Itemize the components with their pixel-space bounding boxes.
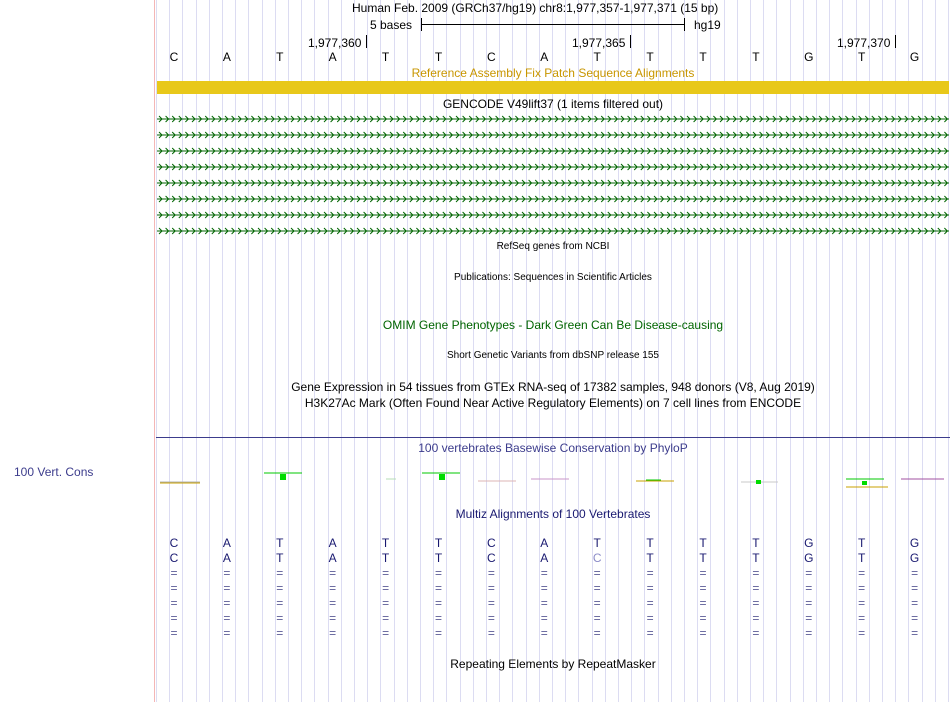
alignment-base: =: [223, 611, 231, 625]
alignment-base: =: [911, 581, 919, 595]
alignment-base: A: [540, 536, 549, 550]
alignment-base: =: [911, 566, 919, 580]
alignment-base: =: [805, 626, 813, 640]
alignment-base: =: [276, 596, 284, 610]
reference-base: T: [593, 50, 601, 64]
conservation-mark: [756, 480, 761, 484]
alignment-base: A: [222, 551, 231, 565]
dbsnp-title[interactable]: Short Genetic Variants from dbSNP release 155: [447, 350, 659, 361]
alignment-base: T: [381, 551, 390, 565]
panel-divider[interactable]: [154, 0, 155, 702]
alignment-base: =: [593, 626, 601, 640]
publications-title[interactable]: Publications: Sequences in Scientific Articles: [454, 272, 652, 283]
alignment-base: =: [487, 596, 495, 610]
alignment-base: T: [276, 536, 284, 550]
alignment-base: =: [223, 626, 231, 640]
refseq-title[interactable]: RefSeq genes from NCBI: [496, 241, 610, 252]
conservation-label[interactable]: 100 Vert. Cons: [14, 465, 94, 479]
alignment-base: =: [699, 596, 707, 610]
multiz-title[interactable]: Multiz Alignments of 100 Vertebrates: [455, 507, 651, 521]
alignment-base: =: [487, 581, 495, 595]
reference-base: T: [646, 50, 654, 64]
alignment-base: =: [434, 626, 442, 640]
alignment-base: =: [911, 596, 919, 610]
alignment-base: A: [328, 551, 337, 565]
alignment-base: =: [434, 596, 442, 610]
position-tick-1: [366, 35, 367, 48]
alignment-base: =: [540, 611, 548, 625]
conservation-mark: [439, 474, 445, 480]
alignment-base: =: [593, 611, 601, 625]
alignment-base: =: [699, 611, 707, 625]
alignment-base: T: [434, 551, 443, 565]
alignment-base: =: [911, 626, 919, 640]
reference-base: A: [222, 50, 231, 64]
alignment-base: =: [170, 611, 178, 625]
reference-base: G: [804, 50, 814, 64]
reference-base: G: [909, 50, 920, 64]
alignment-base: =: [487, 626, 495, 640]
alignment-base: G: [909, 536, 920, 550]
alignment-base: =: [593, 596, 601, 610]
alignment-base: =: [170, 626, 178, 640]
reference-base: A: [540, 50, 549, 64]
position-tick-label-3: 1,977,370: [837, 36, 891, 50]
position-tick-2: [630, 35, 631, 48]
conservation-title[interactable]: 100 vertebrates Basewise Conservation by PhyloP: [418, 441, 688, 455]
alignment-base: =: [382, 581, 390, 595]
alignment-base: =: [276, 626, 284, 640]
gtex-title[interactable]: Gene Expression in 54 tissues from GTEx RNA-seq of 17382 samples, 948 donors (V8, Aug 2019): [291, 380, 815, 394]
alignment-base: =: [382, 611, 390, 625]
alignment-base: T: [752, 536, 760, 550]
alignment-base: =: [223, 596, 231, 610]
alignment-base: =: [329, 581, 337, 595]
scale-bar-right-end: [684, 18, 685, 31]
fix-patch-alignment-bar[interactable]: [157, 81, 949, 94]
gencode-gene-bar[interactable]: [157, 226, 949, 236]
repeatmasker-title[interactable]: Repeating Elements by RepeatMasker: [450, 657, 656, 671]
alignment-base: T: [699, 551, 707, 565]
alignment-base: =: [752, 596, 760, 610]
alignment-base: A: [540, 551, 549, 565]
conservation-top-line: [156, 437, 950, 438]
reference-base: A: [328, 50, 337, 64]
alignment-base: =: [858, 626, 866, 640]
gencode-gene-bar[interactable]: [157, 194, 949, 204]
window-position-value: Human Feb. 2009 (GRCh37/hg19) chr8:1,977,357-1,977,371 (15 bp): [352, 1, 719, 15]
gencode-gene-bar[interactable]: [157, 178, 949, 188]
alignment-base: =: [329, 626, 337, 640]
track-label-panel: [0, 0, 155, 702]
alignment-base: =: [540, 626, 548, 640]
alignment-base: T: [752, 551, 760, 565]
omim-title[interactable]: OMIM Gene Phenotypes - Dark Green Can Be Disease-causing: [382, 318, 724, 332]
scale-assembly: hg19: [694, 18, 721, 32]
alignment-base: G: [804, 536, 814, 550]
reference-base: T: [752, 50, 760, 64]
reference-base: T: [381, 50, 390, 64]
alignment-base: =: [805, 596, 813, 610]
alignment-base: T: [699, 536, 707, 550]
alignment-base: =: [223, 581, 231, 595]
scale-value: 5 bases: [370, 18, 413, 32]
gencode-gene-bar[interactable]: [157, 130, 949, 140]
position-tick-3: [895, 35, 896, 48]
alignment-base: =: [170, 566, 178, 580]
alignment-base: =: [276, 581, 284, 595]
alignment-base: C: [487, 551, 496, 565]
alignment-base: =: [911, 611, 919, 625]
alignment-base: =: [382, 596, 390, 610]
alignment-base: =: [805, 611, 813, 625]
alignment-base: =: [593, 581, 601, 595]
alignment-base: =: [752, 566, 760, 580]
alignment-base: =: [593, 566, 601, 580]
alignment-base: T: [381, 536, 390, 550]
alignment-base: A: [328, 536, 337, 550]
alignment-base: =: [752, 581, 760, 595]
gencode-title[interactable]: GENCODE V49lift37 (1 items filtered out): [442, 97, 664, 111]
alignment-base: =: [434, 611, 442, 625]
alignment-base: =: [540, 581, 548, 595]
reference-base: T: [276, 50, 284, 64]
alignment-base: =: [858, 566, 866, 580]
alignment-base: =: [434, 566, 442, 580]
reference-base: T: [858, 50, 866, 64]
reference-base: C: [487, 50, 496, 64]
reference-base: T: [699, 50, 707, 64]
alignment-base: =: [858, 581, 866, 595]
alignment-base: T: [858, 551, 866, 565]
alignment-base: =: [434, 581, 442, 595]
alignment-base: T: [858, 536, 866, 550]
alignment-base: =: [329, 611, 337, 625]
alignment-base: C: [592, 551, 602, 565]
alignment-base: C: [169, 551, 179, 565]
alignment-base: =: [382, 566, 390, 580]
alignment-base: =: [646, 566, 654, 580]
alignment-base: G: [909, 551, 920, 565]
gencode-gene-bar[interactable]: [157, 114, 949, 124]
alignment-base: =: [329, 566, 337, 580]
alignment-base: =: [646, 626, 654, 640]
h3k27ac-title[interactable]: H3K27Ac Mark (Often Found Near Active Regulatory Elements) on 7 cell lines from ENCODE: [304, 396, 802, 410]
reference-base: C: [169, 50, 179, 64]
alignment-base: =: [276, 611, 284, 625]
alignment-base: =: [805, 581, 813, 595]
alignment-base: =: [646, 596, 654, 610]
alignment-base: =: [646, 611, 654, 625]
alignment-base: =: [487, 566, 495, 580]
conservation-mark: [280, 474, 286, 480]
conservation-plot[interactable]: [156, 455, 950, 505]
fix-patch-title[interactable]: Reference Assembly Fix Patch Sequence Alignments: [411, 66, 695, 80]
alignment-base: T: [646, 551, 654, 565]
reference-base: T: [434, 50, 443, 64]
alignment-base: =: [329, 596, 337, 610]
alignment-base: =: [170, 581, 178, 595]
conservation-mark: [862, 481, 867, 485]
alignment-base: T: [276, 551, 284, 565]
scale-bar-left-end: [421, 18, 422, 31]
gencode-gene-bar[interactable]: [157, 146, 949, 156]
alignment-base: T: [593, 536, 601, 550]
alignment-base: =: [540, 566, 548, 580]
gencode-gene-bar[interactable]: [157, 210, 949, 220]
position-tick-label-1: 1,977,360: [308, 36, 362, 50]
position-tick-label-2: 1,977,365: [572, 36, 626, 50]
alignment-base: =: [858, 596, 866, 610]
alignment-base: =: [276, 566, 284, 580]
alignment-base: =: [699, 566, 707, 580]
alignment-base: =: [752, 611, 760, 625]
alignment-base: =: [699, 581, 707, 595]
alignment-base: G: [804, 551, 814, 565]
alignment-base: =: [487, 611, 495, 625]
gencode-gene-bar[interactable]: [157, 162, 949, 172]
alignment-base: =: [382, 626, 390, 640]
alignment-base: C: [169, 536, 179, 550]
alignment-base: T: [434, 536, 443, 550]
alignment-base: =: [699, 626, 707, 640]
alignment-base: =: [223, 566, 231, 580]
alignment-base: A: [222, 536, 231, 550]
scale-bar: [421, 24, 684, 25]
alignment-base: =: [858, 611, 866, 625]
alignment-base: =: [646, 581, 654, 595]
alignment-base: =: [752, 626, 760, 640]
alignment-base: C: [487, 536, 496, 550]
alignment-base: =: [540, 596, 548, 610]
alignment-base: =: [805, 566, 813, 580]
alignment-base: T: [646, 536, 654, 550]
alignment-base: =: [170, 596, 178, 610]
